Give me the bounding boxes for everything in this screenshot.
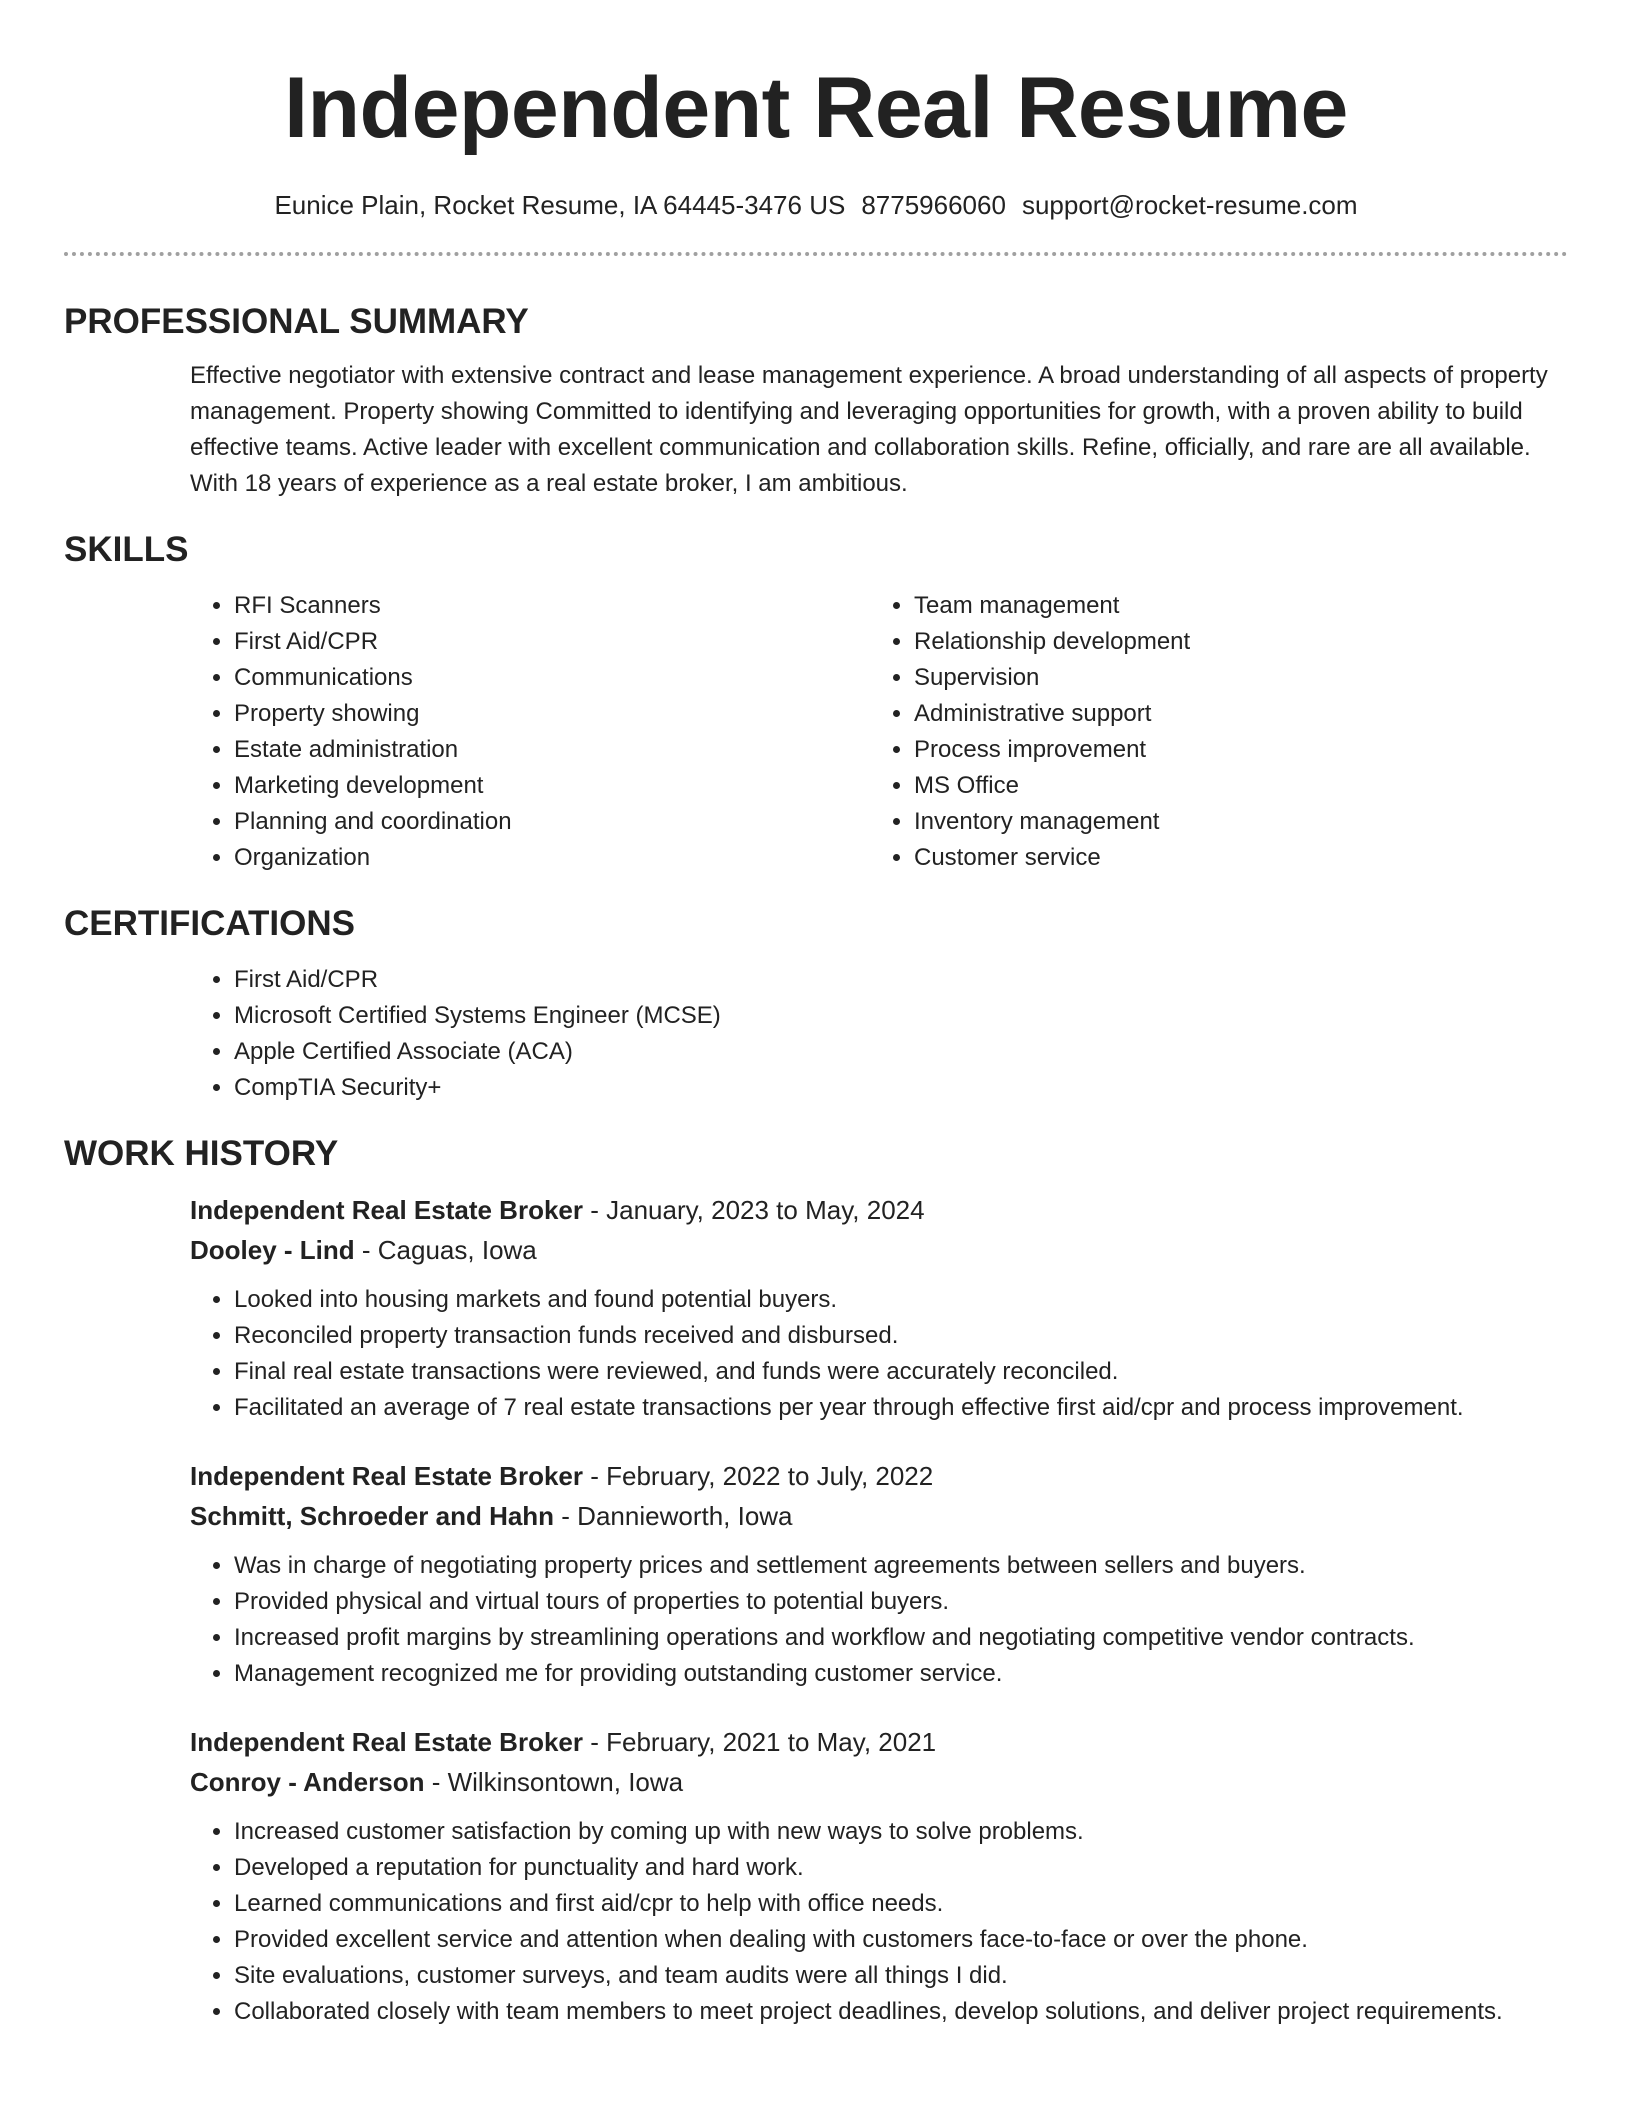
job-duty: • Management recognized me for providing outstanding customer service. (234, 1656, 1568, 1692)
job-duty: • Facilitated an average of 7 real estate transactions per year through effective first aid/cpr and process improvement. (234, 1390, 1568, 1426)
job-company: Schmitt, Schroeder and Hahn (190, 1501, 555, 1531)
job-entry (190, 1722, 1568, 2030)
work-history-section (190, 1190, 1568, 2030)
job-location: - Dannieworth, Iowa (554, 1501, 793, 1531)
job-duty: • Provided physical and virtual tours of properties to potential buyers. (234, 1584, 1568, 1620)
certifications-heading: CERTIFICATIONS (64, 904, 356, 943)
job-duty: • Reconciled property transaction funds received and disbursed. (234, 1318, 1568, 1354)
summary-section (190, 358, 1568, 502)
certification-item: • CompTIA Security+ (234, 1070, 1568, 1106)
skill-item: • Communications (234, 660, 870, 696)
contact-phone: 8775966060 (861, 190, 1006, 220)
certification-item: • Microsoft Certified Systems Engineer (MCSE) (234, 998, 1568, 1034)
header-divider (64, 252, 1568, 256)
job-company-line (190, 1496, 1568, 1536)
job-title-line (190, 1456, 1568, 1496)
job-duty: • Increased customer satisfaction by coming up with new ways to solve problems. (234, 1814, 1568, 1850)
job-title-line (190, 1190, 1568, 1230)
job-duty: • Collaborated closely with team members to meet project deadlines, develop solutions, and deliver project requirements. (234, 1994, 1568, 2030)
certifications-section (190, 962, 1568, 1106)
skill-item: • RFI Scanners (234, 588, 870, 624)
work-history-heading: WORK HISTORY (64, 1134, 339, 1173)
skill-item: • Organization (234, 840, 870, 876)
job-duty: • Developed a reputation for punctuality and hard work. (234, 1850, 1568, 1886)
job-company-line (190, 1762, 1568, 1802)
job-duty: • Provided excellent service and attention when dealing with customers face-to-face or over the phone. (234, 1922, 1568, 1958)
skill-item: • Inventory management (914, 804, 1550, 840)
resume-page (64, 0, 1568, 2030)
job-duty: • Learned communications and first aid/cpr to help with office needs. (234, 1886, 1568, 1922)
job-duty: • Increased profit margins by streamlining operations and workflow and negotiating competitive vendor contracts. (234, 1620, 1568, 1656)
job-duties (190, 1814, 1568, 2030)
job-duty: • Site evaluations, customer surveys, and team audits were all things I did. (234, 1958, 1568, 1994)
skills-column-left (190, 588, 870, 876)
skills-column-right (870, 588, 1550, 876)
skill-item: • Marketing development (234, 768, 870, 804)
certification-item: • First Aid/CPR (234, 962, 1568, 998)
contact-line (64, 188, 1568, 222)
job-duty: • Final real estate transactions were reviewed, and funds were accurately reconciled. (234, 1354, 1568, 1390)
contact-email: support@rocket-resume.com (1021, 190, 1358, 220)
summary-heading: PROFESSIONAL SUMMARY (64, 302, 529, 341)
job-location: - Caguas, Iowa (354, 1235, 537, 1265)
contact-address: Eunice Plain, Rocket Resume, IA 64445-3476 US (274, 190, 846, 220)
skills-section (190, 588, 1568, 876)
job-role: Independent Real Estate Broker (190, 1727, 583, 1757)
skill-item: • Administrative support (914, 696, 1550, 732)
job-duties (190, 1282, 1568, 1426)
certification-item: • Apple Certified Associate (ACA) (234, 1034, 1568, 1070)
skills-list-right (870, 588, 1550, 876)
skills-list-left (190, 588, 870, 876)
resume-name: Independent Real Resume (284, 60, 1348, 156)
job-company: Dooley - Lind (190, 1235, 355, 1265)
job-dates: - February, 2022 to July, 2022 (583, 1461, 934, 1491)
job-location: - Wilkinsontown, Iowa (424, 1767, 684, 1797)
job-entry (190, 1456, 1568, 1692)
skill-item: • First Aid/CPR (234, 624, 870, 660)
job-entry (190, 1190, 1568, 1426)
skill-item: • Team management (914, 588, 1550, 624)
summary-text: Effective negotiator with extensive contract and lease management experience. A broad understanding of all aspects of property management. Property showing Committed to identifying and leveraging opportunities for growth, with a proven ability to build effective teams. Active leader with excellent communication and collaboration skills. Refine, officially, and rare are all available. With 18 years of experience as a real estate broker, I am ambitious. (190, 362, 1548, 497)
skill-item: • Process improvement (914, 732, 1550, 768)
job-dates: - January, 2023 to May, 2024 (583, 1195, 925, 1225)
certifications-list (190, 962, 1568, 1106)
skill-item: • MS Office (914, 768, 1550, 804)
skill-item: • Estate administration (234, 732, 870, 768)
job-duty: • Looked into housing markets and found potential buyers. (234, 1282, 1568, 1318)
job-title-line (190, 1722, 1568, 1762)
skills-heading: SKILLS (64, 530, 189, 569)
skill-item: • Customer service (914, 840, 1550, 876)
job-duties (190, 1548, 1568, 1692)
job-role: Independent Real Estate Broker (190, 1461, 583, 1491)
job-dates: - February, 2021 to May, 2021 (583, 1727, 937, 1757)
job-company: Conroy - Anderson (190, 1767, 425, 1797)
skill-item: • Planning and coordination (234, 804, 870, 840)
skill-item: • Supervision (914, 660, 1550, 696)
job-duty: • Was in charge of negotiating property prices and settlement agreements between sellers and buyers. (234, 1548, 1568, 1584)
skill-item: • Property showing (234, 696, 870, 732)
job-role: Independent Real Estate Broker (190, 1195, 583, 1225)
skill-item: • Relationship development (914, 624, 1550, 660)
job-company-line (190, 1230, 1568, 1270)
